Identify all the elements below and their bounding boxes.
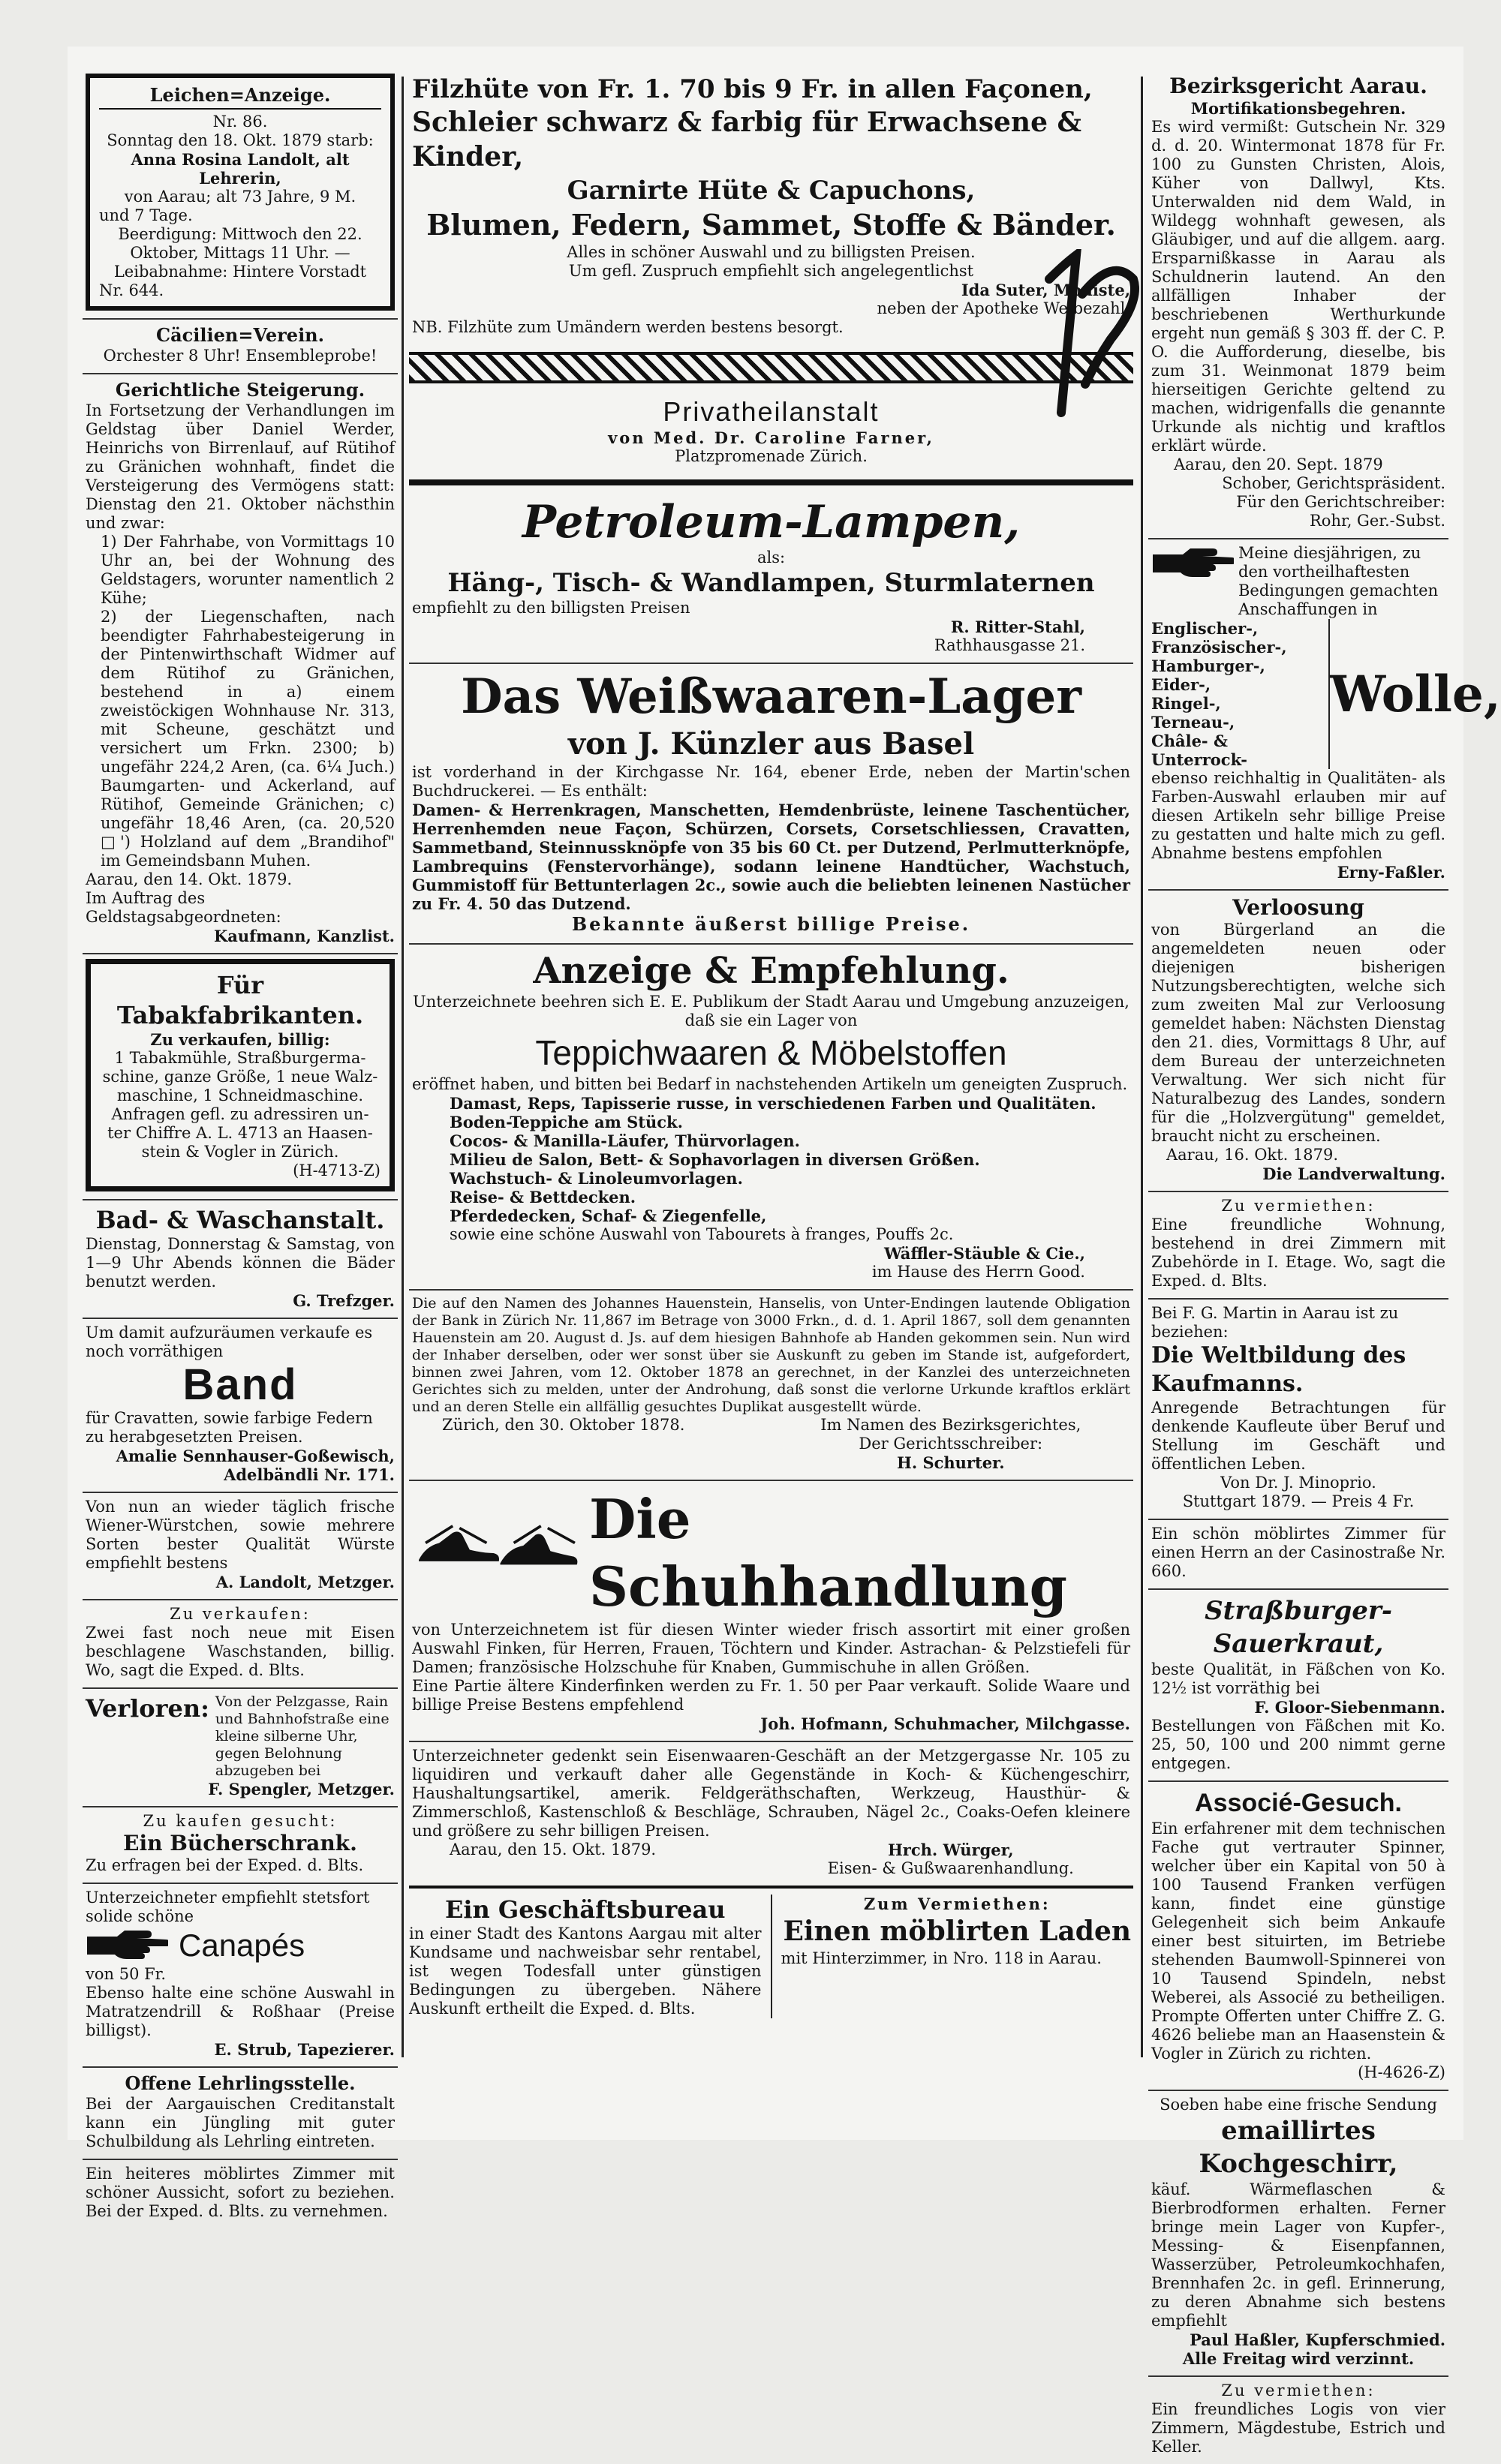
canapes-price: von 50 Fr.: [86, 1965, 167, 1983]
emaille-text: käuf. Wärmeflaschen & Bierbrodformen erhalten. Ferner bringe mein Lager von Kupfer-, Messing- & Eisenpfannen, Wasserzüber, Petroleumkochhafen, Brennhafen 2c. in gefl. Erinnerung, zu deren Abnahme sich bestens empfiehlt: [1151, 2180, 1445, 2330]
sauerkraut-signature: F. Gloor-Siebenmann.: [1254, 1698, 1445, 1717]
bureau-title: Ein Geschäftsbureau: [444, 1895, 726, 1924]
verloren-signature: F. Spengler, Metzger.: [208, 1780, 395, 1798]
pointing-hand-icon: [86, 1926, 168, 1965]
ad-privatheilanstalt: [409, 391, 1133, 473]
verloren-text: Von der Pelzgasse, Rain und Bahnhofstraße eine kleine silberne Uhr, gegen Belohnung abzugeben bei: [215, 1693, 390, 1779]
wolle-list: [1151, 619, 1330, 769]
bottom-ads-row: [409, 1895, 1133, 2018]
wolle-item: Französischer-,: [1151, 638, 1287, 657]
pointing-hand-icon: [1151, 544, 1234, 583]
ad-tabak: [83, 954, 398, 1200]
wolle-big: Wolle,: [1330, 665, 1501, 723]
verloosung-text: von Bürgerland an die angemeldeten neuen oder diejenigen bisherigen Nutzungsberechtigten, welche sich zum zweiten Mal zur Verloosung gemeldet haben: Nächsten Dienstag den 21. dies, Vormittags 8 Uhr, auf dem Bureau der unterzeichneten Verwaltung. Wer sich nicht für Naturalbezug des Landes, sondern für die „Holzvergütung" gemeldet, braucht nicht zu erscheinen.: [1151, 921, 1445, 1145]
petroleum-title: Petroleum-Lampen,: [522, 496, 1021, 548]
leichen-title: Leichen=Anzeige.: [149, 84, 331, 106]
anzeige-text3: sowie eine schöne Auswahl von Tabourets à franges, Pouffs 2c.: [450, 1225, 954, 1243]
leichen-line: Sonntag den 18. Okt. 1879 starb:: [107, 131, 374, 149]
schuh-signature: Joh. Hofmann, Schuhmacher, Milchgasse.: [760, 1714, 1130, 1733]
weltbildung-author: Von Dr. J. Minoprio.: [1220, 1474, 1376, 1492]
ad-anzeige-empfehlung: [409, 945, 1133, 1291]
canapes-text: Ebenso halte eine schöne Auswahl in Matratzendrill & Roßhaar (Preise billigst).: [86, 1984, 395, 2039]
tabak-box: [86, 959, 395, 1191]
ad-geschaeftsbureau: [409, 1895, 772, 2018]
ad-wolle: [1148, 539, 1501, 891]
anzeige-intro: Unterzeichnete beehren sich E. E. Publikum der Stadt Aarau und Umgebung anzuzeigen, daß sie ein Lager von: [413, 993, 1130, 1029]
column-divider: [402, 77, 404, 2057]
ad-canapes: [83, 1884, 398, 2068]
anzeige-text1: eröffnet haben, und bitten bei Bedarf in nachstehenden Artikeln um geneigten Zuspruch.: [412, 1075, 1128, 1093]
ad-bezirksgericht: [1148, 69, 1448, 539]
petroleum-signature: R. Ritter-Stahl,: [950, 618, 1085, 636]
leichen-line: Nr. 86.: [212, 113, 268, 131]
sauerkraut-text: beste Qualität, in Fäßchen von Ko. 12½ ist vorräthig bei: [1151, 1660, 1445, 1697]
eisen-signature: Eisen- & Gußwaarenhandlung.: [827, 1859, 1074, 1877]
column-divider: [1141, 77, 1143, 2057]
wolle-item: Eider-,: [1151, 675, 1211, 694]
wolle-item: Terneau-,: [1151, 713, 1235, 732]
verkaufen-title: Zu verkaufen:: [170, 1605, 311, 1623]
handwritten-number-mark: [1036, 249, 1141, 422]
leichen-line: Beerdigung: Mittwoch den 22.: [118, 225, 362, 243]
bezirk-signature: Für den Gerichtschreiber:: [1236, 493, 1445, 511]
filz-line1: Filzhüte von Fr. 1. 70 bis 9 Fr. in allen Façonen,: [412, 74, 1093, 104]
filz-line4: Blumen, Federn, Sammet, Stoffe & Bänder.: [426, 208, 1116, 242]
ad-emaille: [1148, 2091, 1448, 2377]
filz-nb: NB. Filzhüte zum Umändern werden bestens besorgt.: [412, 318, 844, 336]
laden-title: Einen möblirten Laden: [783, 1916, 1132, 1947]
weiss-tag: Bekannte äußerst billige Preise.: [571, 913, 971, 935]
associe-text: Ein erfahrener mit dem technischen Fache gut vertrauter Spinner, welcher über ein Kapital von 50 à 100 Tausend Franken verfügen kann, findet eine günstige Gelegenheit sich beim Ankaufe einer best situirten, im Betriebe stehenden Baumwoll-Spinnerei von 10 Tausend Spindeln, nebst Weberei, als Associé zu betheiligen. Prompte Offerten unter Chiffre Z. G. 4626 beliebe man an Haasenstein & Vogler in Zürich zu richten.: [1151, 1819, 1445, 2063]
steigerung-signature: Im Auftrag des Geldstagsabgeordneten:: [86, 889, 281, 926]
ad-steigerung: [83, 374, 398, 954]
leichen-line: Nr. 644.: [99, 281, 164, 299]
obligation-signature: Der Gerichtsschreiber:: [859, 1435, 1043, 1453]
verkaufen-text: Zwei fast noch neue mit Eisen beschlagene Waschstanden, billig. Wo, sagt die Exped. d. Blts.: [86, 1624, 395, 1679]
tabak-title: Für Tabakfabrikanten.: [116, 971, 364, 1029]
verloren-title: Verloren:: [86, 1694, 209, 1723]
bad-title: Bad- & Waschanstalt.: [95, 1206, 385, 1234]
column-left: [83, 69, 398, 2228]
bezirk-text: Es wird vermißt: Gutschein Nr. 329 d. d. 20. Wintermonat 1878 für Fr. 100 zu Gunsten Christen, Alois, Küher von Dallwyl, Kts. Unterwalden nid dem Wald, in Wildegg wohnhaft gewesen, als Gläubiger, und auf die allgem. aarg. Ersparnißkasse in Aarau als Schuldnerin lautend. An den allfälligen Inhaber der beschriebenen Werthurkunde ergeht nun gemäß § 303 ff. der C. P. O. die Aufforderung, dieselbe, bis zum 31. Weinmonat 1879 beim hierseitigen Gerichte geltend zu machen, widrigenfalls die genannte Urkunde als nichtig und kraftlos erklärt würde.: [1151, 118, 1445, 455]
filz-signature: Ida Suter, Modiste,: [961, 281, 1130, 299]
eisen-date: Aarau, den 15. Okt. 1879.: [450, 1840, 657, 1859]
wuerste-signature: A. Landolt, Metzger.: [215, 1573, 395, 1591]
wolle-item: Hamburger-,: [1151, 657, 1265, 675]
weltbildung-text: Anregende Betrachtungen für denkende Kaufleute über Beruf und Stellung im Geschäft und öffentlichen Leben.: [1151, 1399, 1445, 1473]
ad-obligation: [409, 1291, 1133, 1481]
wolle-item: Englischer-,: [1151, 619, 1259, 638]
buecherschrank-text: Zu erfragen bei der Exped. d. Blts.: [86, 1856, 364, 1874]
shoes-icon: [412, 1519, 582, 1587]
emaille-foot: Alle Freitag wird verzinnt.: [1182, 2349, 1415, 2368]
weltbildung-title: Die Weltbildung des Kaufmanns.: [1151, 1342, 1406, 1397]
band-title: Band: [182, 1360, 298, 1409]
schuh-title: Die Schuhhandlung: [588, 1487, 1067, 1618]
ad-lehrling: [83, 2068, 398, 2160]
ad-logis: [1148, 2377, 1448, 2464]
weiss-title: Das Weißwaaren-Lager: [461, 669, 1081, 725]
bezirk-sub: Mortifikationsbegehren.: [1190, 99, 1406, 118]
column-right: [1148, 69, 1501, 2464]
filz-line2: Schleier schwarz & farbig für Erwachsene & Kinder,: [412, 107, 1082, 173]
caecilien-text: Orchester 8 Uhr! Ensembleprobe!: [103, 347, 378, 365]
ornament-border: [409, 352, 1133, 383]
ad-schuhhandlung: [409, 1481, 1133, 1742]
weltbildung-foot: Stuttgart 1879. — Preis 4 Fr.: [1182, 1492, 1415, 1510]
weltbildung-intro: Bei F. G. Martin in Aarau ist zu beziehen:: [1151, 1304, 1399, 1341]
bezirk-signature: Rohr, Ger.-Subst.: [1309, 512, 1445, 530]
column-middle: [409, 69, 1133, 2018]
zimmer-text: Ein heiteres möblirtes Zimmer mit schöner Aussicht, sofort zu beziehen. Bei der Exped. d. Blts. zu vernehmen.: [86, 2165, 395, 2220]
petroleum-line: Häng-, Tisch- & Wandlampen, Sturmlaternen: [447, 568, 1095, 598]
wolle-text: ebenso reichhaltig in Qualitäten- als Farben-Auswahl erlauben mir auf diesen Artikeln sehr billige Preise zu gestatten und halte mich zu gefl. Abnahme bestens empfohlen: [1151, 769, 1445, 862]
ad-associe: [1148, 1782, 1448, 2091]
wolle-item: Unterrock-: [1151, 750, 1247, 769]
bad-signature: G. Trefzger.: [293, 1291, 395, 1310]
verloosung-date: Aarau, 16. Okt. 1879.: [1166, 1146, 1339, 1164]
obligation-signature: H. Schurter.: [896, 1453, 1005, 1472]
ad-verloren: [83, 1689, 398, 1807]
laden-text: mit Hinterzimmer, in Nro. 118 in Aarau.: [781, 1949, 1102, 1967]
band-signature: Amalie Sennhauser-Goßewisch, Adelbändli Nr. 171.: [116, 1447, 395, 1484]
ad-zimmer: [83, 2160, 398, 2228]
logis-text: Ein freundliches Logis von vier Zimmern, Mägdestube, Estrich und Keller.: [1151, 2400, 1445, 2456]
wolle-signature: Erny-Faßler.: [1337, 863, 1445, 882]
verloosung-signature: Die Landverwaltung.: [1262, 1164, 1445, 1183]
leichen-line: Leibabnahme: Hintere Vorstadt: [113, 263, 367, 281]
band-intro: Um damit aufzuräumen verkaufe es noch vorräthigen: [86, 1324, 373, 1360]
anzeige-signature: im Hause des Herrn Good.: [871, 1263, 1085, 1281]
tabak-code: (H-4713-Z): [293, 1161, 381, 1179]
anzeige-signature: Wäffler-Stäuble & Cie.,: [884, 1244, 1085, 1263]
sauerkraut-title: Straßburger-Sauerkraut,: [1205, 1596, 1392, 1659]
leichen-line: und 7 Tage.: [99, 206, 193, 224]
filz-line3: Garnirte Hüte & Capuchons,: [567, 176, 976, 206]
filz-signature: neben der Apotheke Weibezahl.: [877, 299, 1130, 317]
anzeige-title: Anzeige & Empfehlung.: [533, 950, 1009, 992]
wuerste-text: Von nun an wieder täglich frische Wiener-Würstchen, sowie mehrere Sorten bester Qualität Würste empfiehlt bestens: [86, 1498, 395, 1572]
schuh-text2: Eine Partie ältere Kinderfinken werden zu Fr. 1. 50 per Paar verkauft. Solide Waare und billige Preise Bestens empfehlend: [412, 1677, 1130, 1714]
filz-line6: Um gefl. Zuspruch empfiehlt sich angelegentlichst: [568, 262, 974, 280]
newspaper-page: [68, 47, 1501, 2456]
leichen-line: Oktober, Mittags 11 Uhr. —: [130, 244, 350, 262]
ad-wuerste: [83, 1493, 398, 1600]
weiss-text2: Damen- & Herrenkragen, Manschetten, Hemdenbrüste, leinene Taschentücher, Herrenhemden neue Façon, Schürzen, Corsets, Corsetschliessen, Cravatten, Sammetband, Steinnussknöpfe von 35 bis 60 Ct. per Dutzend, Perlmutterknöpfe, Lambrequins (Fenstervorhänge), sodann leinene Handtücher, Wachstuch, Gummistoff für Bettunterlagen 2c., sowie auch die beliebten leinenen Nastücher zu Fr. 4. 50 das Dutzend.: [412, 801, 1130, 913]
ad-vermiethen-wohnung: [1148, 1192, 1448, 1300]
anzeige-item: Reise- & Bettdecken.: [450, 1188, 636, 1206]
thick-rule: [409, 479, 1133, 485]
emaille-intro: Soeben habe eine frische Sendung: [1160, 2096, 1437, 2114]
associe-code: (H-4626-Z): [1358, 2063, 1445, 2081]
wolle-item: Châle- &: [1151, 732, 1228, 750]
privat-addr: Platzpromenade Zürich.: [675, 447, 868, 465]
buecherschrank-title: Ein Bücherschrank.: [123, 1831, 357, 1856]
ad-laden: [772, 1895, 1134, 2018]
filz-line5: Alles in schöner Auswahl und zu billigsten Preisen.: [567, 243, 976, 261]
ad-caecilien: [83, 320, 398, 374]
leichen-line: Anna Rosina Landolt, alt Lehrerin,: [131, 150, 350, 188]
steigerung-item: 1) Der Fahrhabe, von Vormittags 10 Uhr an, bei der Wohnung des Geldstagers, worunter namentlich 2 Kühe;: [101, 533, 395, 607]
ad-verloosung: [1148, 891, 1448, 1192]
vermiethen-title: Zu vermiethen:: [1221, 1197, 1376, 1215]
ad-petroleum: [409, 491, 1133, 664]
leichen-line: von Aarau; alt 73 Jahre, 9 M.: [124, 188, 356, 206]
ad-sauerkraut: [1148, 1590, 1448, 1782]
ad-verkaufen: [83, 1600, 398, 1689]
tabak-text: 1 Tabakmühle, Straßburgerma- schine, ganze Größe, 1 neue Walz- maschine, 1 Schneidmaschine. Anfragen gefl. zu adressiren un- ter Chiffre A. L. 4713 an Haasen- stein & Vogler in Zürich.: [102, 1049, 378, 1161]
emaille-title: emaillirtes Kochgeschirr,: [1199, 2116, 1398, 2179]
obligation-text: Die auf den Namen des Johannes Hauenstein, Hanselis, von Unter-Endingen lautende Obligation der Bank in Zürich Nr. 11,867 im Betrage von 3000 Frkn., d. d. 1. April 1867, soll dem genannten Hauenstein am 20. August d. Js. auf dem hiesigen Bahnhofe ab Handen gekommen sein. Nun wird der Inhaber derselben, oder wer sonst über sie Auskunft zu geben im Stande ist, aufgefordert, binnen zwei Jahren, vom 12. Oktober 1878 an gerechnet, in der Kanzlei des unterzeichneten Gerichtes sich zu melden, unter der Androhung, daß sonst die verlorne Urkunde kraftlos erklärt und an deren Stelle ein allfällig gesuchtes Duplikat ausgestellt würde.: [412, 1295, 1130, 1415]
associe-title: Associé-Gesuch.: [1195, 1789, 1402, 1817]
anzeige-item: Wachstuch- & Linoleumvorlagen.: [450, 1169, 743, 1188]
leichen-box: [86, 74, 395, 311]
lehrling-title: Offene Lehrlingsstelle.: [125, 2072, 356, 2094]
tabak-sub: Zu verkaufen, billig:: [150, 1030, 330, 1049]
ad-bad: [83, 1200, 398, 1319]
privat-title: Privatheilanstalt: [663, 396, 880, 427]
canapes-intro: Unterzeichneter empfiehlt stetsfort solide schöne: [86, 1889, 370, 1925]
weiss-sub: von J. Künzler aus Basel: [567, 726, 975, 762]
eisen-signature: Hrch. Würger,: [887, 1840, 1014, 1859]
wolle-intro: Meine diesjährigen, zu den vortheilhaftesten Bedingungen gemachten Anschaffungen in: [1238, 544, 1439, 618]
lehrling-text: Bei der Aargauischen Creditanstalt kann ein Jüngling mit guter Schulbildung als Lehrling eintreten.: [86, 2095, 395, 2150]
anzeige-item: Milieu de Salon, Bett- & Sophavorlagen in diversen Größen.: [450, 1150, 980, 1169]
ad-weisswaaren: [409, 664, 1133, 945]
buecherschrank-sub: Zu kaufen gesucht:: [143, 1812, 338, 1830]
wolle-item: Ringel-,: [1151, 694, 1221, 713]
obligation-signature: Im Namen des Bezirksgerichtes,: [820, 1416, 1081, 1434]
steigerung-intro: In Fortsetzung der Verhandlungen im Geldstag über Daniel Werder, Heinrichs von Birrenlauf, auf Rütihof zu Gränichen wohnhaft, findet die Versteigerung des Vermögens statt: Dienstag den 21. Oktober nächsthin und zwar:: [86, 401, 395, 532]
bezirk-title: Bezirksgericht Aarau.: [1169, 74, 1427, 98]
anzeige-text2: Damast, Reps, Tapisserie russe, in verschiedenen Farben und Qualitäten.: [450, 1094, 1096, 1113]
verloosung-title: Verloosung: [1232, 895, 1364, 920]
bezirk-date: Aarau, den 20. Sept. 1879: [1174, 455, 1383, 473]
ad-eisenwaaren: [409, 1742, 1133, 1889]
petroleum-als: als:: [757, 548, 786, 566]
sauerkraut-text2: Bestellungen von Fäßchen mit Ko. 25, 50, 100 und 200 nimmt gerne entgegen.: [1151, 1717, 1445, 1772]
petroleum-signature: Rathhausgasse 21.: [934, 636, 1085, 654]
weiss-text1: ist vorderhand in der Kirchgasse Nr. 164, ebener Erde, neben der Martin'schen Buchdruckerei. — Es enthält:: [412, 763, 1130, 800]
logis-title: Zu vermiethen:: [1221, 2381, 1376, 2399]
ad-zimmer-herr: [1148, 1520, 1448, 1590]
anzeige-item: Cocos- & Manilla-Läufer, Thürvorlagen.: [450, 1131, 800, 1150]
obligation-date: Zürich, den 30. Oktober 1878.: [442, 1416, 685, 1434]
ad-band: [83, 1319, 398, 1493]
bad-text: Dienstag, Donnerstag & Samstag, von 1—9 Uhr Abends können die Bäder benutzt werden.: [86, 1235, 395, 1291]
anzeige-big: Teppichwaaren & Möbelstoffen: [535, 1033, 1007, 1072]
steigerung-item: 2) der Liegenschaften, nach beendigter Fahrhabesteigerung in der Pintenwirthschaft Widmer auf dem Rütihof zu Gränichen, bestehend in a) einem zweistöckigen Wohnhause Nr. 313, mit Scheune, geschätzt und versichert um Frkn. 2300; b) ungefähr 224,2 Aren, (ca. 6¼ Juch.) Baumgarten- und Ackerland, auf Rütihof, Gemeinde Gränichen; c) ungefähr 18,46 Aren, (ca. 20,520 □') Holzland auf dem „Brandihof" im Gemeindsbann Muhen.: [101, 608, 395, 870]
band-text: für Cravatten, sowie farbige Federn zu herabgesetzten Preisen.: [86, 1409, 373, 1446]
zimmerherr-text: Ein schön möblirtes Zimmer für einen Herrn an der Casinostraße Nr. 660.: [1151, 1525, 1445, 1580]
vermiethen-text: Eine freundliche Wohnung, bestehend in drei Zimmern mit Zubehörde in I. Etage. Wo, sagt die Exped. d. Blts.: [1151, 1215, 1445, 1290]
caecilien-title: Cäcilien=Verein.: [156, 324, 324, 346]
bureau-text: in einer Stadt des Kantons Aargau mit alter Kundsame und nachweisbar sehr rentabel, ist wegen Todesfall unter günstigen Bedingungen zu übergeben. Nähere Auskunft ertheilt die Exped. d. Blts.: [409, 1925, 762, 2018]
anzeige-item: Boden-Teppiche am Stück.: [450, 1113, 683, 1131]
anzeige-item: Pferdedecken, Schaf- & Ziegenfelle,: [450, 1206, 767, 1225]
ad-buecherschrank: [83, 1807, 398, 1884]
emaille-signature: Paul Haßler, Kupferschmied.: [1190, 2330, 1445, 2349]
laden-sub: Zum Vermiethen:: [863, 1895, 1051, 1913]
ad-weltbildung: [1148, 1300, 1448, 1520]
canapes-title: Canapés: [179, 1928, 305, 1963]
canapes-signature: E. Strub, Tapezierer.: [214, 2040, 395, 2059]
steigerung-title: Gerichtliche Steigerung.: [115, 379, 365, 401]
steigerung-signature: Kaufmann, Kanzlist.: [214, 927, 395, 945]
ad-filzhuete: [409, 69, 1133, 344]
eisen-text: Unterzeichneter gedenkt sein Eisenwaaren-Geschäft an der Metzgergasse Nr. 105 zu liquidiren und verkauft daher alle Gegenstände in Koch- & Küchengeschirr, Haushaltungsartikel, amerik. Feldgeräthschaften, Werkzeug, Hausthür- & Zimmerschloß, Kastenschloß & Beschläge, Schrauben, Nägel 2c., Coaks-Oefen kleinere und größere zu sehr billigen Preisen.: [412, 1747, 1130, 1840]
schuh-text: von Unterzeichnetem ist für diesen Winter wieder frisch assortirt mit einer großen Auswahl Finken, für Herren, Frauen, Töchtern und Kinder. Astrachan- & Pelzstiefeli für Damen; französische Holzschuhe für Knaben, Gummischuhe in allen Größen.: [412, 1621, 1130, 1676]
privat-sub: von Med. Dr. Caroline Farner,: [608, 428, 934, 447]
ad-leichen: [83, 69, 398, 320]
bezirk-signature: Schober, Gerichtspräsident.: [1222, 474, 1445, 492]
steigerung-date: Aarau, den 14. Okt. 1879.: [86, 870, 293, 888]
petroleum-text: empfiehlt zu den billigsten Preisen: [412, 599, 690, 617]
